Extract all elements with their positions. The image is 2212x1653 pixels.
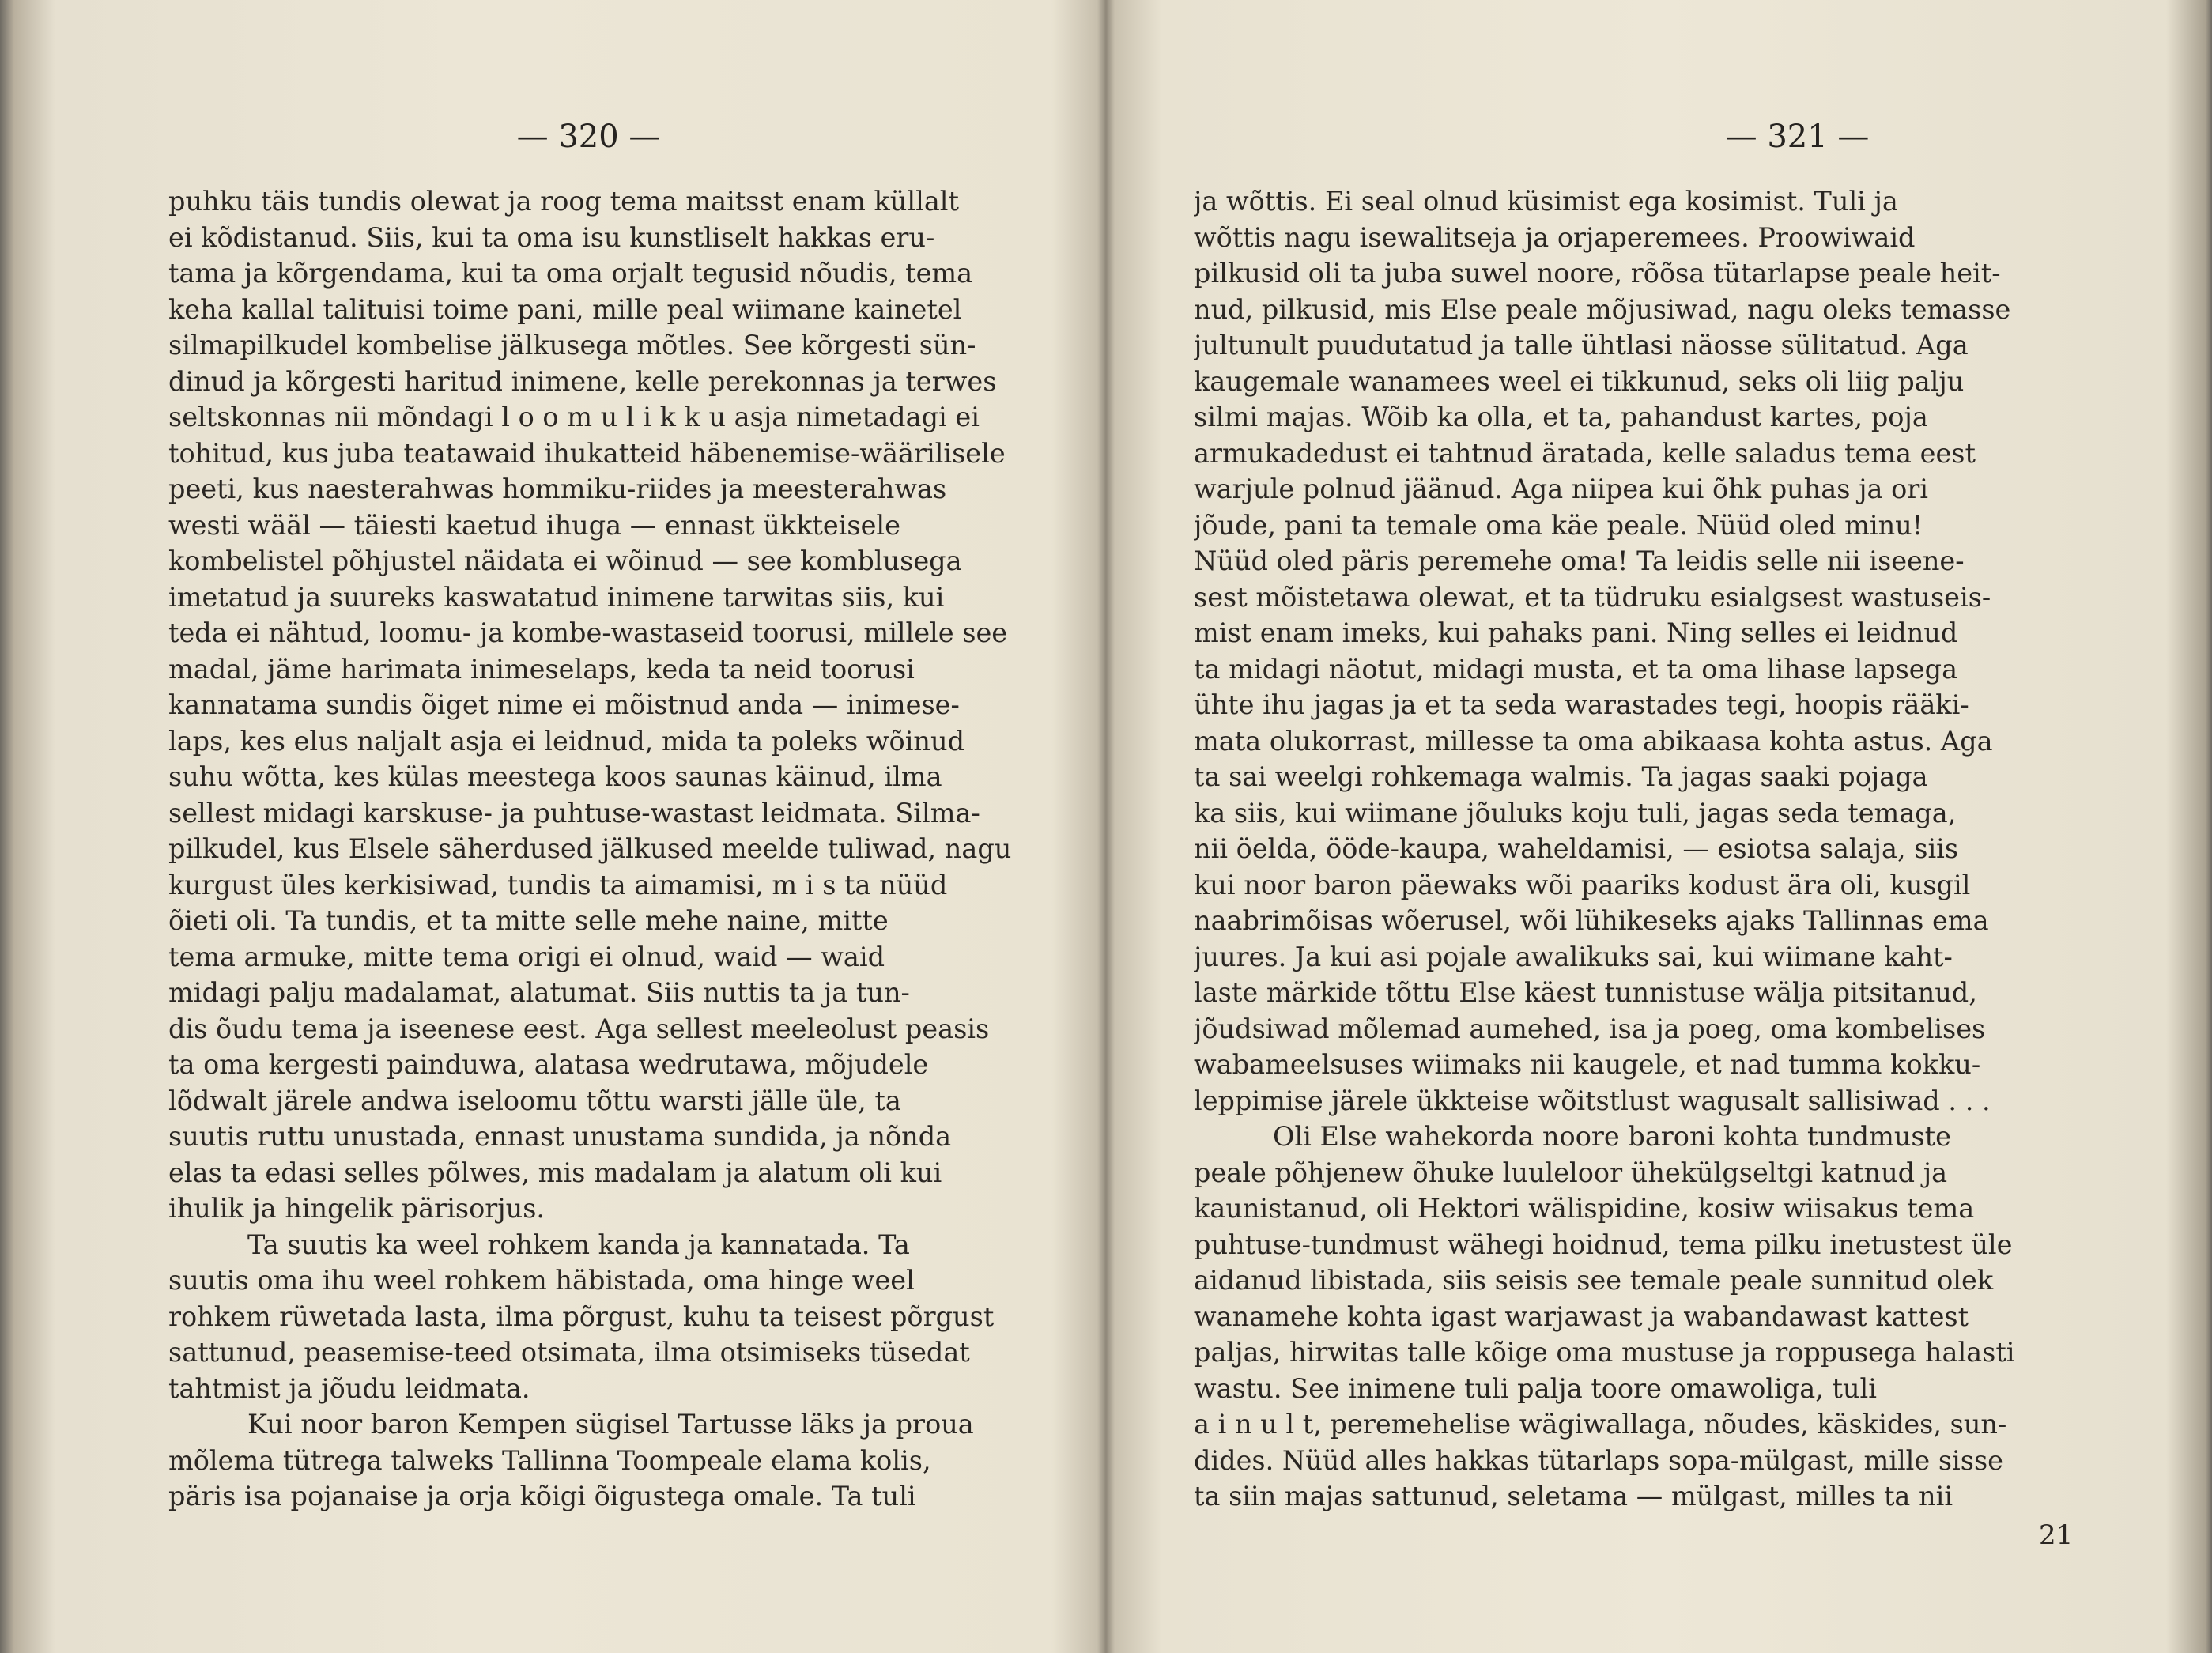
text-line: ta oma kergesti painduwa, alatasa wedrutawa, mõjudele — [168, 1049, 929, 1080]
text-line: laste märkide tõttu Else käest tunnistuse wälja pitsitanud, — [1194, 977, 1977, 1008]
text-line: ta sai weelgi rohkemaga walmis. Ta jagas saaki pojaga — [1194, 761, 1928, 792]
text-line: pilkusid oli ta juba suwel noore, rõõsa tütarlapse peale heit- — [1194, 258, 2001, 289]
text-line: madal, jäme harimata inimeselaps, keda ta neid toorusi — [168, 653, 915, 685]
text-line: Nüüd oled päris peremehe oma! Ta leidis selle nii iseene- — [1194, 545, 1965, 576]
text-line: pilkudel, kus Elsele säherdused jälkused meelde tuliwad, nagu — [168, 833, 1012, 864]
text-line: warjule polnud jäänud. Aga niipea kui õhk puhas ja ori — [1194, 474, 1929, 504]
page-text-right — [1194, 183, 2087, 1515]
text-line: tohitud, kus juba teatawaid ihukatteid häbenemise-wäärilisele — [168, 437, 1006, 469]
text-line: sattunud, peasemise-teed otsimata, ilma otsimiseks tüsedat — [168, 1337, 970, 1368]
text-line: silmapilkudel kombelise jälkusega mõtles. See kõrgesti sün- — [168, 330, 976, 360]
text-line: Ta suutis ka weel rohkem kanda ja kannatada. Ta — [247, 1228, 910, 1260]
text-line: juures. Ja kui asi pojale awalikuks sai, kui wiimane kaht- — [1194, 941, 1953, 972]
text-line: ta midagi näotut, midagi musta, et ta oma lihase lapsega — [1194, 653, 1958, 685]
text-line: keha kallal talituisi toime pani, mille peal wiimane kainetel — [168, 293, 962, 325]
text-line: naabrimõisas wõerusel, wõi lühikeseks ajaks Tallinnas ema — [1194, 905, 1989, 936]
text-line: rohkem rüwetada lasta, ilma põrgust, kuhu ta teisest põrgust — [168, 1300, 995, 1332]
text-line: kannatama sundis õiget nime ei mõistnud anda — inimese- — [168, 689, 960, 720]
text-line: tema armuke, mitte tema origi ei olnud, waid — waid — [168, 941, 885, 972]
text-line: puhtuse-tundmust wähegi hoidnud, tema pilku inetustest üle — [1194, 1228, 2013, 1260]
text-line: midagi palju madalamat, alatumat. Siis nuttis ta ja tun- — [168, 977, 910, 1008]
page-text-left — [168, 183, 1062, 1515]
text-line: Oli Else wahekorda noore baroni kohta tundmuste — [1273, 1121, 1951, 1152]
text-line: ei kõdistanud. Siis, kui ta oma isu kunstliselt hakkas eru- — [168, 221, 935, 253]
text-line: peeti, kus naesterahwas hommiku-riides ja meesterahwas — [168, 474, 947, 504]
text-line: kombelistel põhjustel näidata ei wõinud — see komblusega — [168, 545, 962, 576]
text-line: armukadedust ei tahtnud äratada, kelle saladus tema eest — [1194, 437, 1976, 469]
text-line: suhu wõtta, kes külas meestega koos saunas käinud, ilma — [168, 761, 942, 792]
text-line: jultunult puudutatud ja talle ühtlasi näosse sülitatud. Aga — [1194, 330, 1969, 360]
text-line: dinud ja kõrgesti haritud inimene, kelle perekonnas ja terwes — [168, 365, 997, 397]
text-line: leppimise järele ükkteise wõitstlust wagusalt sallisiwad . . . — [1194, 1085, 1991, 1116]
text-line: aidanud libistada, siis seisis see temale peale sunnitud olek — [1194, 1265, 1994, 1296]
text-line: nud, pilkusid, mis Else peale mõjusiwad, nagu oleks temasse — [1194, 293, 2011, 325]
text-line: kaugemale wanamees weel ei tikkunud, seks oli liig palju — [1194, 365, 1965, 397]
text-line: a i n u l t, peremehelise wägiwallaga, nõudes, käskides, sun- — [1194, 1409, 2007, 1440]
text-line: jõudsiwad mõlemad aumehed, isa ja poeg, oma kombelises — [1194, 1013, 1986, 1044]
text-line: dis õudu tema ja iseenese eest. Aga sellest meeleolust peasis — [168, 1013, 990, 1044]
text-line: imetatud ja suureks kaswatatud inimene tarwitas siis, kui — [168, 581, 945, 613]
page-header-left: — 320 — — [516, 119, 661, 155]
text-line: westi wääl — täiesti kaetud ihuga — ennast ükkteisele — [168, 509, 900, 541]
text-line: mata olukorrast, millesse ta oma abikaasa kohta astus. Aga — [1194, 725, 1993, 757]
text-line: wabameelsuses wiimaks nii kaugele, et nad tumma kokku- — [1194, 1049, 1981, 1080]
text-line: tahtmist ja jõudu leidmata. — [168, 1372, 530, 1404]
text-line: tama ja kõrgendama, kui ta oma orjalt tegusid nõudis, tema — [168, 258, 973, 289]
text-line: jõude, pani ta temale oma käe peale. Nüüd oled minu! — [1194, 509, 1923, 541]
text-line: silmi majas. Wõib ka olla, et ta, pahandust kartes, poja — [1194, 402, 1928, 432]
text-line: päris isa pojanaise ja orja kõigi õigustega omale. Ta tuli — [168, 1481, 916, 1511]
text-line: seltskonnas nii mõndagi l o o m u l i k k u asja nimetadagi ei — [168, 402, 980, 432]
text-line: lõdwalt järele andwa iseloomu tõttu warsti jälle üle, ta — [168, 1085, 901, 1116]
text-line: puhku täis tundis olewat ja roog tema maitsst enam küllalt — [168, 186, 959, 217]
text-line: nii öelda, ööde-kaupa, waheldamisi, — esiotsa salaja, siis — [1194, 833, 1959, 864]
text-line: ihulik ja hingelik pärisorjus. — [168, 1193, 545, 1224]
text-line: wastu. See inimene tuli palja toore omawoliga, tuli — [1194, 1372, 1877, 1404]
text-line: teda ei nähtud, loomu- ja kombe-wastaseid toorusi, millele see — [168, 617, 1008, 648]
text-line: õieti oli. Ta tundis, et ta mitte selle mehe naine, mitte — [168, 905, 889, 936]
text-line: kurgust üles kerkisiwad, tundis ta aimamisi, m i s ta nüüd — [168, 869, 948, 900]
text-line: mõlema tütrega talweks Tallinna Toompeale elama kolis, — [168, 1444, 931, 1476]
text-line: paljas, hirwitas talle kõige oma mustuse ja roppusega halasti — [1194, 1337, 2015, 1368]
text-line: sest mõistetawa olewat, et ta tüdruku esialgsest wastuseis- — [1194, 581, 1991, 613]
text-line: dides. Nüüd alles hakkas tütarlaps sopa-mülgast, mille sisse — [1194, 1444, 2003, 1476]
text-line: mist enam imeks, kui pahaks pani. Ning selles ei leidnud — [1194, 617, 1958, 648]
text-line: ja wõttis. Ei seal olnud küsimist ega kosimist. Tuli ja — [1194, 186, 1898, 217]
text-line: ta siin majas sattunud, seletama — mülgast, milles ta nii — [1194, 1481, 1953, 1511]
text-line: ühte ihu jagas ja et ta seda warastades tegi, hoopis rääki- — [1194, 689, 1969, 720]
text-line: suutis oma ihu weel rohkem häbistada, oma hinge weel — [168, 1265, 915, 1296]
text-line: ka siis, kui wiimane jõuluks koju tuli, jagas seda temaga, — [1194, 797, 1957, 828]
text-line: wõttis nagu isewalitseja ja orjaperemees. Proowiwaid — [1194, 221, 1916, 253]
text-line: kui noor baron päewaks wõi paariks kodust ära oli, kusgil — [1194, 869, 1971, 900]
page-header-right: — 321 — — [1725, 119, 1870, 155]
text-line: peale põhjenew õhuke luuleloor ühekülgseltgi katnud ja — [1194, 1157, 1948, 1188]
text-line: Kui noor baron Kempen sügisel Tartusse läks ja proua — [247, 1409, 974, 1440]
right-page — [1106, 0, 2212, 1653]
text-line: laps, kes elus naljalt asja ei leidnud, mida ta poleks wõinud — [168, 725, 965, 757]
text-line: wanamehe kohta igast warjawast ja wabandawast kattest — [1194, 1300, 1969, 1332]
text-line: suutis ruttu unustada, ennast unustama sundida, ja nõnda — [168, 1121, 952, 1152]
text-line: elas ta edasi selles põlwes, mis madalam ja alatum oli kui — [168, 1157, 942, 1188]
text-line: kaunistanud, oli Hektori wälispidine, kosiw wiisakus tema — [1194, 1193, 1975, 1224]
signature-mark: 21 — [2039, 1519, 2074, 1551]
text-line: sellest midagi karskuse- ja puhtuse-wastast leidmata. Silma- — [168, 797, 980, 828]
